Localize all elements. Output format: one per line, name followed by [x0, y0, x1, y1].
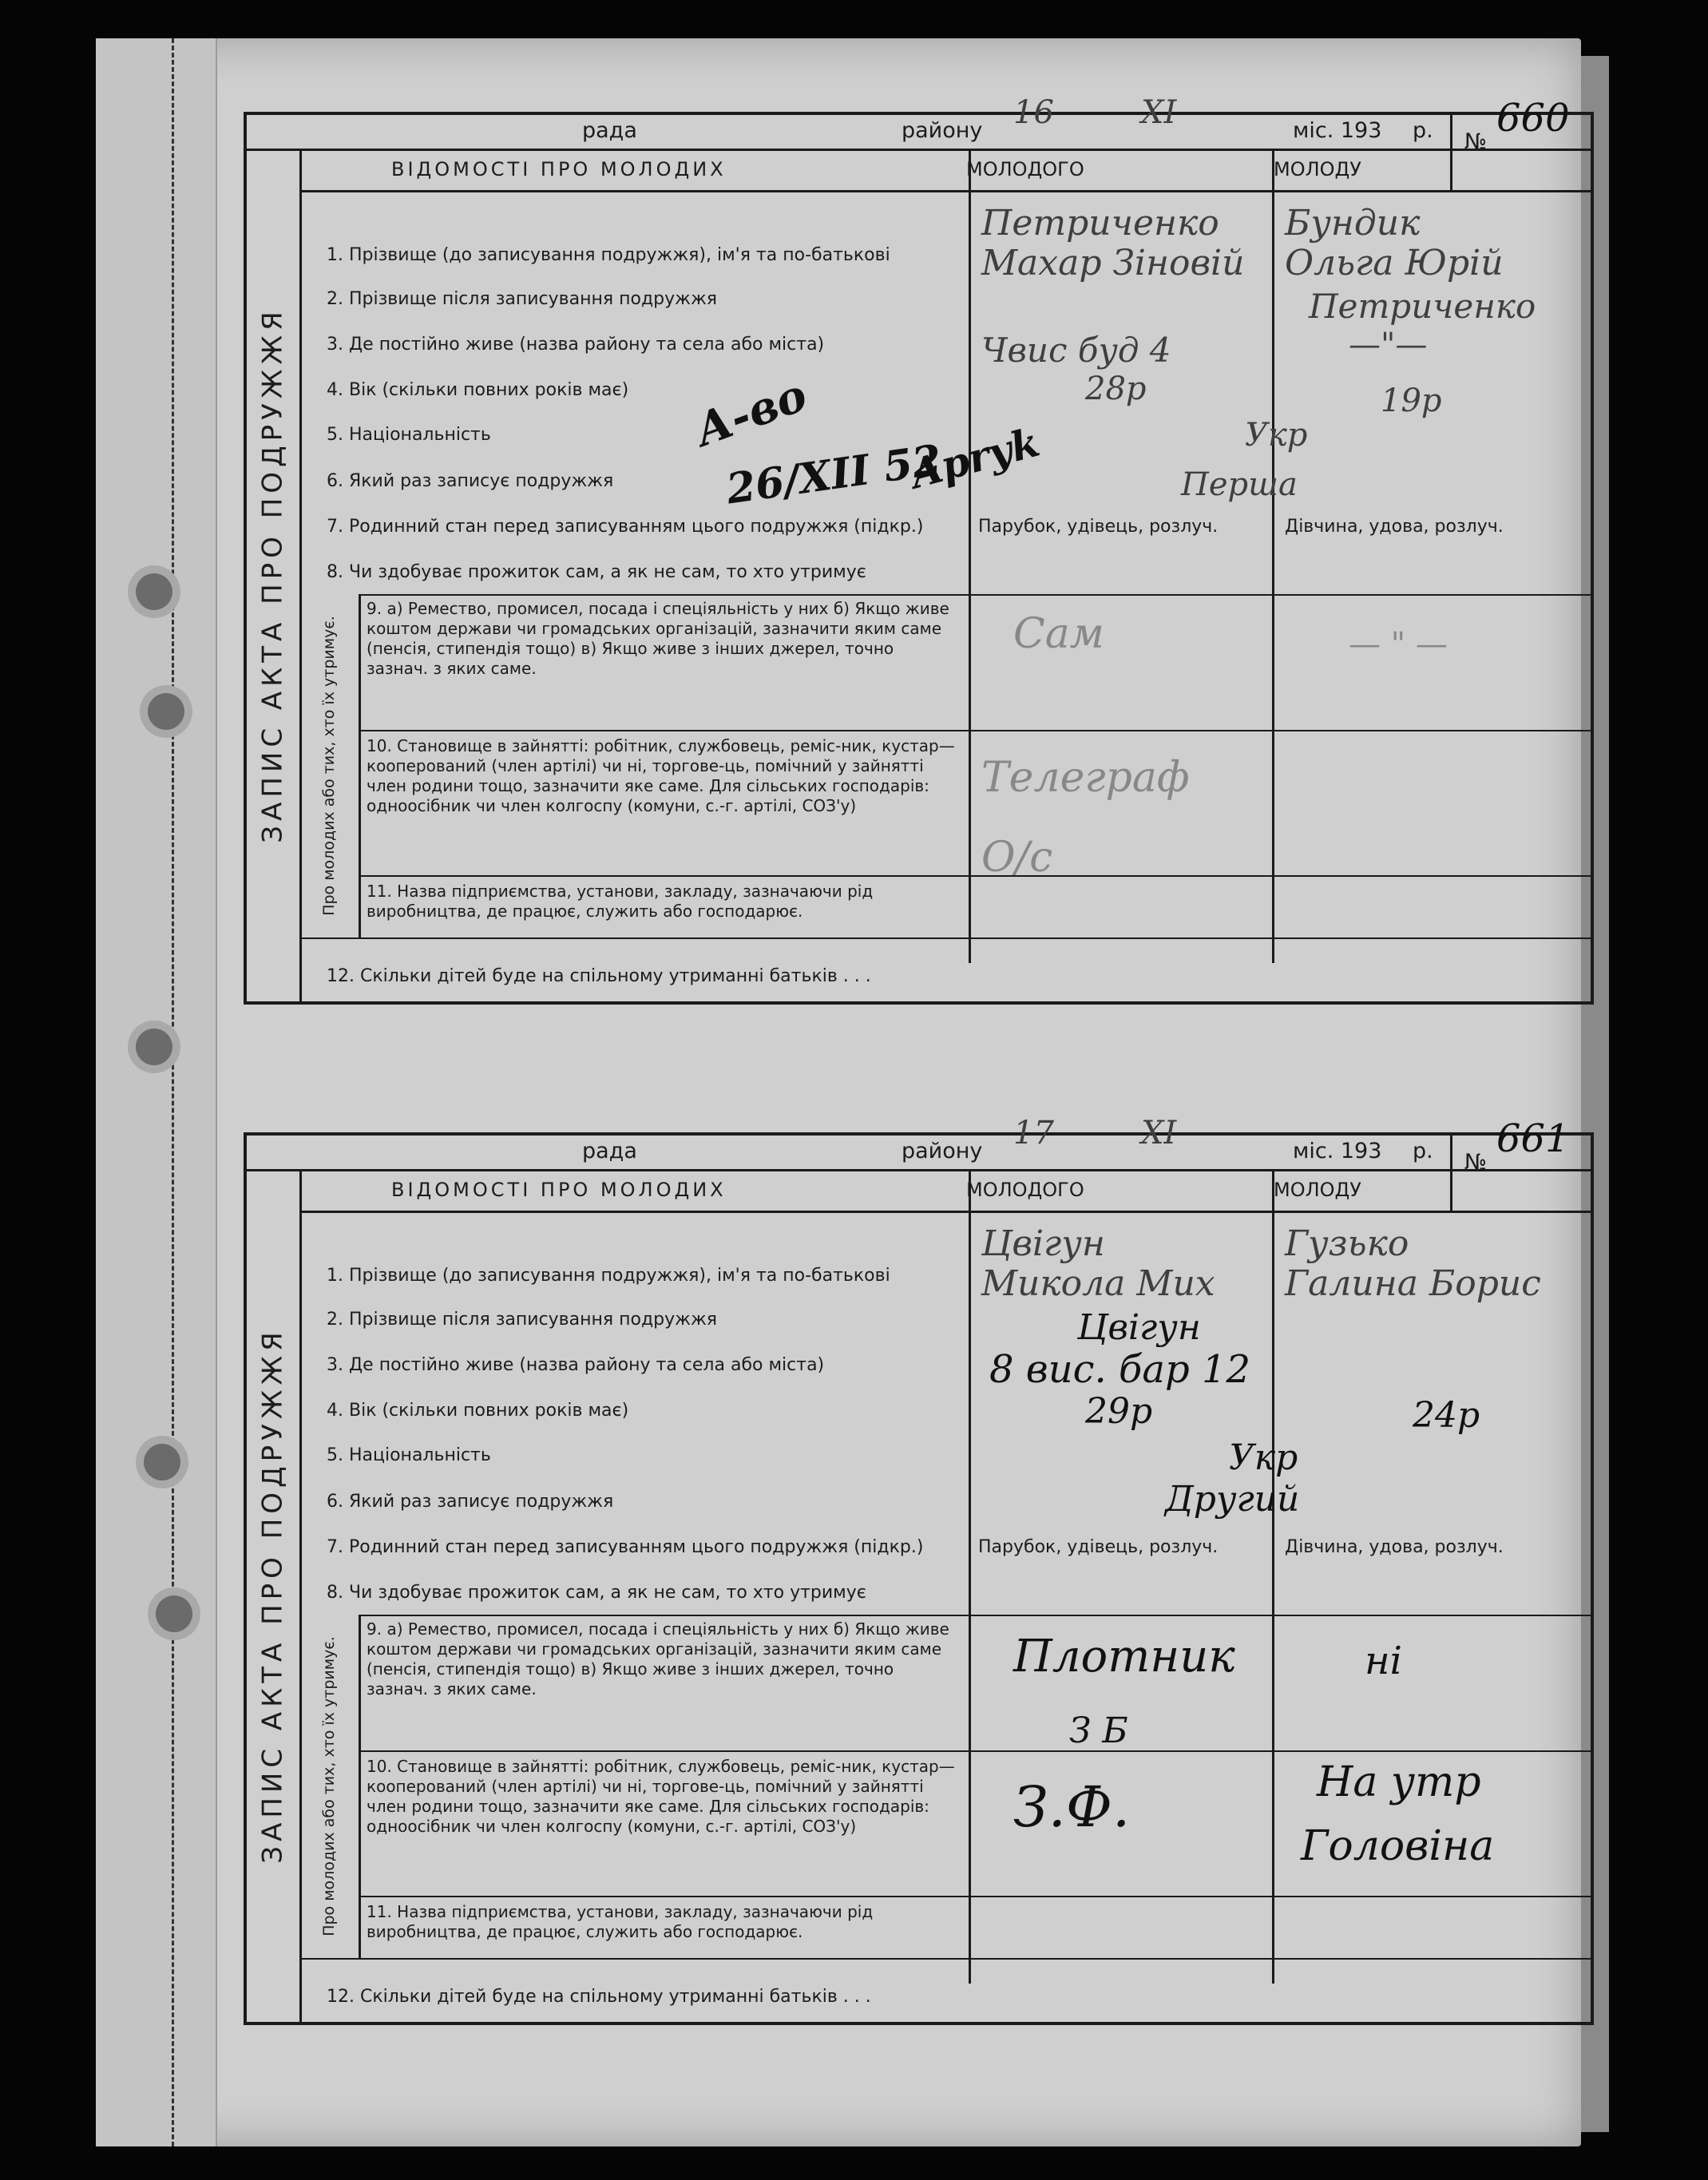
punch-hole [144, 1444, 180, 1480]
header-number-value: 660 [1496, 96, 1570, 141]
row-4-label: 4. Вік (скільки повних років має) [327, 380, 629, 400]
sub-label-column [299, 594, 359, 937]
row-9-label: 9. а) Ремество, промисел, посада і спеціяльність у них б) Якщо живе коштом держави чи громадських організацій, зазначити яким саме (пенсія, стипендія тощо) в) Якщо живе з інших джерел, точно зазнач. з яких саме. [367, 599, 949, 678]
row-3-label: 3. Де постійно живе (назва району та села або міста) [327, 1355, 825, 1375]
divider [359, 1615, 361, 1958]
groom-surname: Петриченко [981, 203, 1219, 244]
divider [1272, 149, 1274, 963]
row-12-label: 12. Скільки дітей буде на спільному утриманні батьків . . . [327, 1987, 871, 2007]
header-rada: рада [582, 1139, 637, 1163]
row-11-label: 11. Назва підприємства, установи, закладу, зазначаючи рід виробництва, де працює, служить або господарює. [367, 1902, 874, 1941]
column-bride: МОЛОДУ [1274, 158, 1361, 180]
groom-status-options: Парубок, удівець, розлуч. [978, 1537, 1219, 1557]
row-line [359, 1750, 1591, 1752]
divider [1272, 1169, 1274, 1984]
column-headers [299, 1169, 1591, 1213]
row-8-label: 8. Чи здобуває прожиток сам, а як не сам, то хто утримує [327, 1583, 866, 1603]
groom-name: Микола Мих [981, 1263, 1215, 1304]
bride-support: На утр [1317, 1758, 1481, 1806]
header-date-day: 17 [1013, 1115, 1054, 1151]
annotation-stamp-a: А-во [688, 368, 814, 458]
groom-employment: З.Ф. [1013, 1774, 1131, 1840]
annotation-signature: Apryk [906, 418, 1044, 498]
header-number-label: № [1464, 1150, 1488, 1175]
header-rada: рада [582, 118, 637, 143]
header-month-year: міс. 193 [1293, 118, 1382, 143]
column-groom: МОЛОДОГО [966, 158, 1084, 180]
punch-hole [156, 1595, 192, 1632]
header-month-year: міс. 193 [1293, 1139, 1382, 1163]
bride-name: Ольга Юрій [1285, 243, 1504, 283]
groom-occupation-note: З Б [1069, 1710, 1128, 1751]
bride-age: 24р [1413, 1395, 1480, 1436]
form-header [247, 94, 1591, 154]
row-11-label: 11. Назва підприємства, установи, закладу, зазначаючи рід виробництва, де працює, служить або господарює. [367, 882, 874, 921]
residence: 8 вис. бар 12 [989, 1347, 1251, 1392]
row-line [359, 1615, 1591, 1616]
divider [969, 149, 971, 963]
annotation-stamp-date: 26/XII 52 [723, 435, 945, 514]
row-6-label: 6. Який раз записує подружжя [327, 471, 614, 491]
section-title: ЗАПИС АКТА ПРО ПОДРУЖЖЯ [257, 307, 289, 843]
section-title-column [247, 1169, 302, 2022]
bride-supporter-name: Головіна [1301, 1822, 1495, 1870]
row-5-label: 5. Національність [327, 1445, 491, 1465]
header-r: р. [1413, 1139, 1433, 1163]
row-9-label: 9. а) Ремество, промисел, посада і спеціяльність у них б) Якщо живе коштом держави чи громадських організацій, зазначити яким саме (пенсія, стипендія тощо) в) Якщо живе з інших джерел, точно зазнач. з яких саме. [367, 1619, 949, 1698]
groom-support: Сам [1013, 610, 1104, 658]
bride-residence: —"— [1349, 327, 1428, 363]
marriage-record-form-top [244, 94, 1594, 1005]
nationality: Укр [1229, 1437, 1298, 1478]
perforation-line [172, 38, 174, 2146]
groom-occupation: Телеграф [981, 754, 1190, 802]
column-info: ВІДОМОСТІ ПРО МОЛОДИХ [391, 1179, 727, 1201]
row-2-label: 2. Прізвище після записування подружжя [327, 289, 718, 309]
nationality: Укр [1245, 417, 1308, 454]
header-raion: району [902, 118, 983, 143]
bride-surname: Гузько [1285, 1223, 1409, 1264]
punch-hole [148, 693, 184, 730]
column-headers [299, 149, 1591, 192]
groom-surname: Цвігун [981, 1223, 1105, 1264]
row-line [359, 1896, 1591, 1897]
row-2-label: 2. Прізвище після записування подружжя [327, 1310, 718, 1330]
groom-status-options: Парубок, удівець, розлуч. [978, 517, 1219, 537]
groom-employment: О/с [981, 834, 1053, 882]
column-groom: МОЛОДОГО [966, 1179, 1084, 1201]
row-8-label: 8. Чи здобуває прожиток сам, а як не сам, то хто утримує [327, 562, 866, 582]
row-line [359, 875, 1591, 877]
row-3-label: 3. Де постійно живе (назва району та села або міста) [327, 335, 825, 355]
row-1-label: 1. Прізвище (до записування подружжя), ім'я та по-батькові [327, 1266, 890, 1286]
column-info: ВІДОМОСТІ ПРО МОЛОДИХ [391, 158, 727, 180]
bride-new-surname: Петриченко [1309, 287, 1536, 326]
row-7-label: 7. Родинний стан перед записуванням цього подружжя (підкр.) [327, 1537, 924, 1557]
row-line [299, 1958, 1591, 1960]
bride-status-options: Дівчина, удова, розлуч. [1285, 1537, 1504, 1557]
row-10-label: 10. Становище в зайнятті: робітник, службовець, реміс-ник, кустар—кооперований (член артілі) чи ні, торгове-ць, помічний у зайнятті член родини тощо, зазначити яке саме. Для сільських господарів: одноосібник чи член колгоспу (комуни, с.-г. артілі, СОЗ'у) [367, 1757, 955, 1836]
row-line [359, 730, 1591, 731]
divider [969, 1169, 971, 1984]
marriage-count: Перша [1181, 466, 1298, 503]
bride-status-options: Дівчина, удова, розлуч. [1285, 517, 1504, 537]
form-header [247, 1115, 1591, 1175]
binding-strip [96, 38, 217, 2146]
punch-hole [136, 1029, 172, 1065]
header-date-month: XI [1141, 1115, 1177, 1151]
header-r: р. [1413, 118, 1433, 143]
divider [359, 594, 361, 937]
header-number-label: № [1464, 129, 1488, 154]
marriage-count: Другий [1165, 1479, 1300, 1520]
bride-surname: Бундик [1285, 203, 1421, 244]
row-12-label: 12. Скільки дітей буде на спільному утриманні батьків . . . [327, 966, 871, 986]
bride-new-surname: Цвігун [1077, 1307, 1201, 1348]
bride-age: 19р [1381, 382, 1442, 419]
header-date-day: 16 [1013, 94, 1054, 131]
header-raion: району [902, 1139, 983, 1163]
row-line [299, 937, 1591, 939]
bride-occupation: ні [1365, 1639, 1402, 1683]
section-title: ЗАПИС АКТА ПРО ПОДРУЖЖЯ [257, 1327, 289, 1864]
sub-label-column [299, 1615, 359, 1958]
header-number-value: 661 [1496, 1116, 1570, 1161]
punch-hole [136, 573, 172, 610]
bride-dash: — " — [1349, 626, 1448, 663]
bride-name: Галина Борис [1285, 1263, 1541, 1304]
row-7-label: 7. Родинний стан перед записуванням цього подружжя (підкр.) [327, 517, 924, 537]
row-4-label: 4. Вік (скільки повних років має) [327, 1401, 629, 1421]
row-line [359, 594, 1591, 596]
groom-occupation: Плотник [1013, 1631, 1235, 1683]
groom-residence: Чвис буд 4 [981, 331, 1171, 370]
groom-age: 29р [1085, 1391, 1153, 1432]
sub-label: Про молодих або тих, хто їх утримує. [320, 616, 339, 916]
row-10-label: 10. Становище в зайнятті: робітник, службовець, реміс-ник, кустар—кооперований (член артілі) чи ні, торгове-ць, помічний у зайнятті член родини тощо, зазначити яке саме. Для сільських господарів: одноосібник чи член колгоспу (комуни, с.-г. артілі, СОЗ'у) [367, 736, 955, 815]
row-6-label: 6. Який раз записує подружжя [327, 1492, 614, 1512]
marriage-record-form-bottom [244, 1115, 1594, 2025]
section-title-column [247, 149, 302, 1001]
sub-label: Про молодих або тих, хто їх утримує. [320, 1636, 339, 1936]
column-bride: МОЛОДУ [1274, 1179, 1361, 1201]
groom-age: 28р [1085, 371, 1147, 407]
row-1-label: 1. Прізвище (до записування подружжя), ім'я та по-батькові [327, 245, 890, 265]
groom-name: Махар Зіновій [981, 243, 1245, 283]
row-5-label: 5. Національність [327, 425, 491, 445]
header-date-month: XI [1141, 94, 1177, 131]
